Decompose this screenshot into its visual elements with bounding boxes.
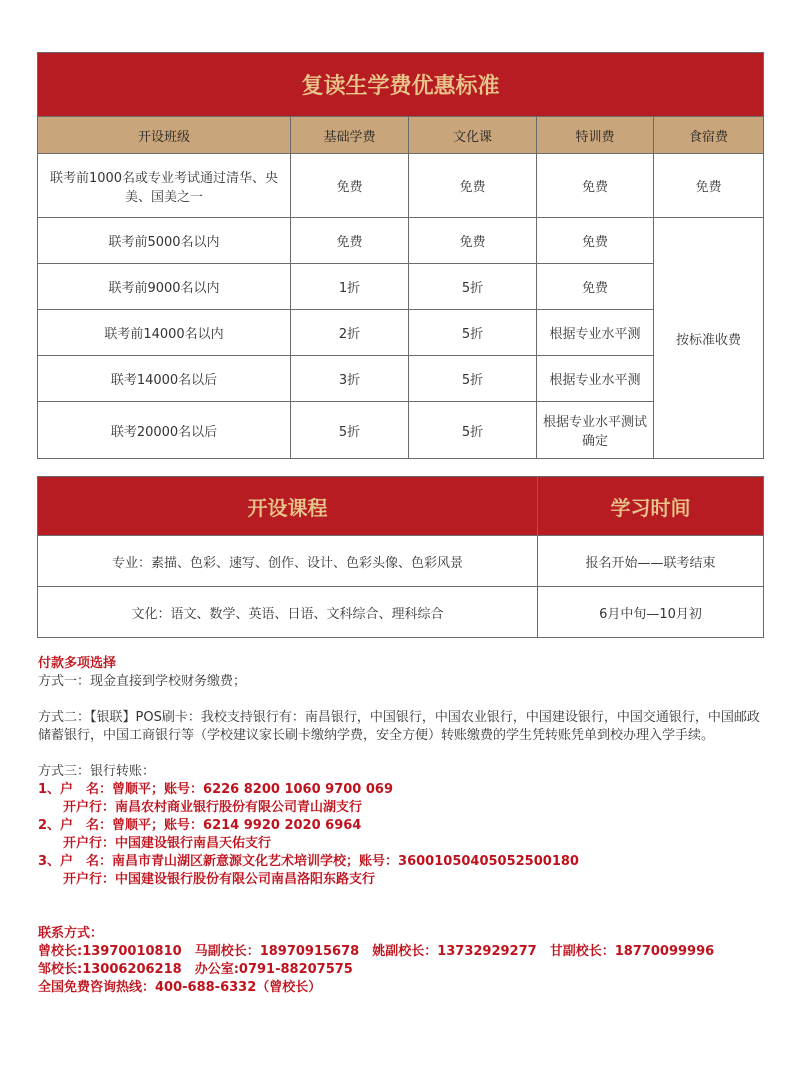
table-cell: 免费: [291, 154, 409, 218]
fee-table-title: 复读生学费优惠标准: [38, 53, 764, 117]
account-1-line: 1、户 名：曾顺平；账号：6226 8200 1060 9700 069: [38, 782, 394, 797]
table-cell: 6月中旬—10月初: [538, 587, 764, 638]
account-3-line: 3、户 名：南昌市青山湖区新意源文化艺术培训学校；账号：36001050405052500180: [38, 854, 579, 869]
time-title: 学习时间: [538, 477, 764, 536]
header-class: 开设班级: [38, 117, 291, 154]
account-2-bank: 开户行：中国建设银行南昌天佑支行: [63, 836, 272, 851]
payment-option-1: 方式一：现金直接到学校财务缴费；: [38, 674, 247, 689]
table-cell: 免费: [654, 154, 764, 218]
table-cell: 联考前9000名以内: [38, 264, 291, 310]
table-cell: 联考前5000名以内: [38, 218, 291, 264]
table-cell: 根据专业水平测试确定: [537, 402, 654, 459]
table-cell: 报名开始——联考结束: [538, 536, 764, 587]
header-training: 特训费: [537, 117, 654, 154]
contact-line-1: 曾校长:13970010810 马副校长：18970915678 姚副校长：13732929277 甘副校长：18770099996: [38, 944, 715, 959]
table-cell: 免费: [409, 154, 537, 218]
table-cell: 联考14000名以后: [38, 356, 291, 402]
contact-hotline: 全国免费咨询热线：400-688-6332（曾校长）: [38, 980, 322, 995]
table-cell: 5折: [291, 402, 409, 459]
table-cell: 1折: [291, 264, 409, 310]
payment-section: [38, 655, 768, 997]
table-cell: 免费: [537, 218, 654, 264]
contact-title: 联系方式：: [38, 926, 104, 941]
header-base-fee: 基础学费: [291, 117, 409, 154]
table-cell: 根据专业水平测: [537, 310, 654, 356]
table-cell: 5折: [409, 402, 537, 459]
table-cell: 免费: [537, 154, 654, 218]
payment-option-3: 方式三：银行转账：: [38, 764, 156, 779]
table-cell: 3折: [291, 356, 409, 402]
header-culture: 文化课: [409, 117, 537, 154]
course-title: 开设课程: [38, 477, 538, 536]
table-cell: 根据专业水平测: [537, 356, 654, 402]
table-cell: 联考前14000名以内: [38, 310, 291, 356]
account-1-bank: 开户行：南昌农村商业银行股份有限公司青山湖支行: [63, 800, 363, 815]
account-2-line: 2、户 名：曾顺平；账号：6214 9920 2020 6964: [38, 818, 362, 833]
table-cell: 5折: [409, 356, 537, 402]
board-merged-cell: 按标准收费: [654, 218, 764, 459]
payment-option-2: 方式二：【银联】POS刷卡：我校支持银行有：南昌银行，中国银行，中国农业银行，中国建设银行，中国交通银行，中国邮政储蓄银行，中国工商银行等（学校建议家长刷卡缴纳学费，安全方便）转账缴费的学生凭转账凭单到校办理入学手续。: [38, 710, 760, 743]
table-cell: 专业：素描、色彩、速写、创作、设计、色彩头像、色彩风景: [38, 536, 538, 587]
course-table: [37, 476, 764, 638]
table-cell: 免费: [409, 218, 537, 264]
table-cell: 联考前1000名或专业考试通过清华、央美、国美之一: [38, 154, 291, 218]
payment-title: 付款多项选择: [38, 656, 117, 671]
table-cell: 免费: [291, 218, 409, 264]
table-cell: 2折: [291, 310, 409, 356]
fee-table: [37, 52, 764, 459]
table-cell: 5折: [409, 264, 537, 310]
table-cell: 免费: [537, 264, 654, 310]
table-cell: 文化：语文、数学、英语、日语、文科综合、理科综合: [38, 587, 538, 638]
contact-line-2: 邹校长:13006206218 办公室:0791-88207575: [38, 962, 353, 977]
table-cell: 联考20000名以后: [38, 402, 291, 459]
header-board: 食宿费: [654, 117, 764, 154]
table-cell: 5折: [409, 310, 537, 356]
account-3-bank: 开户行：中国建设银行股份有限公司南昌洛阳东路支行: [63, 872, 376, 887]
